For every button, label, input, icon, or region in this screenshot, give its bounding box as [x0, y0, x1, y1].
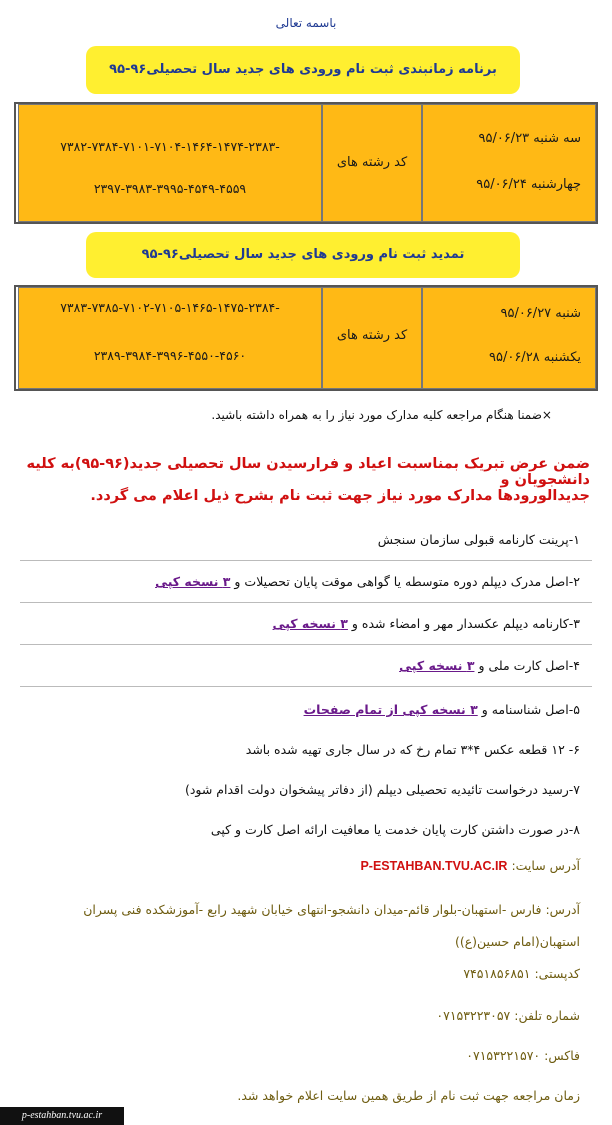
requirement-item: ۷-رسید درخواست تائیدیه تحصیلی دیپلم (از دفاتر پیشخوان دولت اقدام شود): [184, 782, 580, 797]
codes-label: کد رشته های: [336, 155, 408, 170]
codes-cell: [18, 287, 322, 389]
label-cell: [322, 287, 422, 389]
schedule-table-1: [14, 102, 598, 224]
site-watermark: p-estahban.tvu.ac.ir: [0, 1107, 124, 1125]
site-line: [360, 858, 580, 873]
postal-code: کدپستی: ۷۴۵۱۸۵۶۸۵۱: [463, 966, 580, 981]
date-2: یکشنبه ۹۵/۰۶/۲۸: [489, 350, 581, 365]
bismillah-heading: باسمه تعالی: [275, 16, 337, 30]
divider: [20, 602, 592, 603]
codes-line-2: ۲۳۸۹-۳۹۸۴-۳۹۹۶-۴۵۵۰-۴۵۶۰: [93, 348, 247, 363]
requirement-item: ۵-اصل شناسنامه و ۳ نسخه کپی از تمام صفحات: [303, 702, 580, 717]
codes-cell: [18, 104, 322, 222]
copy-highlight: ۳ نسخه کپی: [399, 658, 475, 673]
dates-cell: [422, 104, 596, 222]
codes-line-2: ۲۳۹۷-۳۹۸۳-۳۹۹۵-۴۵۴۹-۴۵۵۹: [93, 181, 247, 196]
codes-label: کد رشته های: [336, 328, 408, 343]
codes-line-1: ۷۳۸۳-۷۳۸۵-۷۱۰۲-۷۱۰۵-۱۴۶۵-۱۴۷۵-۲۳۸۴-: [60, 300, 280, 315]
requirement-item: ۱-پرینت کارنامه قبولی سازمان سنجش: [377, 532, 580, 547]
requirement-item: ۸-در صورت داشتن کارت پایان خدمت یا معافیت ارائه اصل کارت و کپی: [210, 822, 580, 837]
registration-note: زمان مراجعه جهت ثبت نام از طریق همین سایت اعلام خواهد شد.: [237, 1088, 580, 1103]
site-label: آدرس سایت:: [511, 858, 580, 873]
label-cell: [322, 104, 422, 222]
date-1: سه شنبه ۹۵/۰۶/۲۳: [478, 131, 581, 146]
address-line-2: استهبان(امام حسین(ع)): [454, 934, 580, 949]
address-line-1: آدرس: فارس -استهبان-بلوار قائم-میدان دانشجو-انتهای خیابان شهید رابع -آموزشکده فنی پسران: [83, 902, 580, 917]
codes-line-1: ۷۳۸۲-۷۳۸۴-۷۱۰۱-۷۱۰۴-۱۴۶۴-۱۴۷۴-۲۳۸۳-: [60, 139, 280, 154]
requirement-item: ۲-اصل مدرک دیپلم دوره متوسطه یا گواهی موقت پایان تحصیلات و ۳ نسخه کپی: [155, 574, 580, 589]
divider: [20, 560, 592, 561]
divider: [20, 644, 592, 645]
schedule-table-2: [14, 285, 598, 391]
documents-note: ×ضمنا هنگام مراجعه کلیه مدارک مورد نیاز را به همراه داشته باشید.: [211, 408, 552, 422]
intro-line-1: ضمن عرض تبریک بمناسبت اعیاد و فرارسیدن سال تحصیلی جدید(۹۶-۹۵)به کلیه دانشجویان و: [26, 456, 590, 488]
extension-banner: تمدید ثبت نام ورودی های جدید سال تحصیلی۹۶-۹۵: [86, 232, 520, 278]
date-2: چهارشنبه ۹۵/۰۶/۲۴: [476, 177, 581, 192]
dates-cell: [422, 287, 596, 389]
site-link[interactable]: P-ESTAHBAN.TVU.AC.IR: [360, 859, 508, 873]
intro-line-2: جدیدالورودها مدارک مورد نیاز جهت ثبت نام بشرح ذیل اعلام می گردد.: [90, 488, 590, 504]
phone-number: شماره تلفن: ۰۷۱۵۳۲۲۳۰۵۷: [436, 1008, 580, 1023]
requirement-item: ۳-کارنامه دیپلم عکسدار مهر و امضاء شده و ۳ نسخه کپی: [272, 616, 580, 631]
fax-number: فاکس: ۰۷۱۵۳۲۲۱۵۷۰: [466, 1048, 580, 1063]
copy-highlight: ۳ نسخه کپی: [155, 574, 231, 589]
requirement-item: ۴-اصل کارت ملی و ۳ نسخه کپی: [399, 658, 580, 673]
divider: [20, 686, 592, 687]
copy-highlight: ۳ نسخه کپی: [272, 616, 348, 631]
schedule-banner: برنامه زمانبندی ثبت نام ورودی های جدید سال تحصیلی۹۶-۹۵: [86, 46, 520, 94]
requirement-item: ۶- ۱۲ قطعه عکس ۴*۳ تمام رخ که در سال جاری تهیه شده باشد: [245, 742, 580, 757]
date-1: شنبه ۹۵/۰۶/۲۷: [500, 306, 581, 321]
copy-highlight: ۳ نسخه کپی از تمام صفحات: [303, 702, 478, 717]
